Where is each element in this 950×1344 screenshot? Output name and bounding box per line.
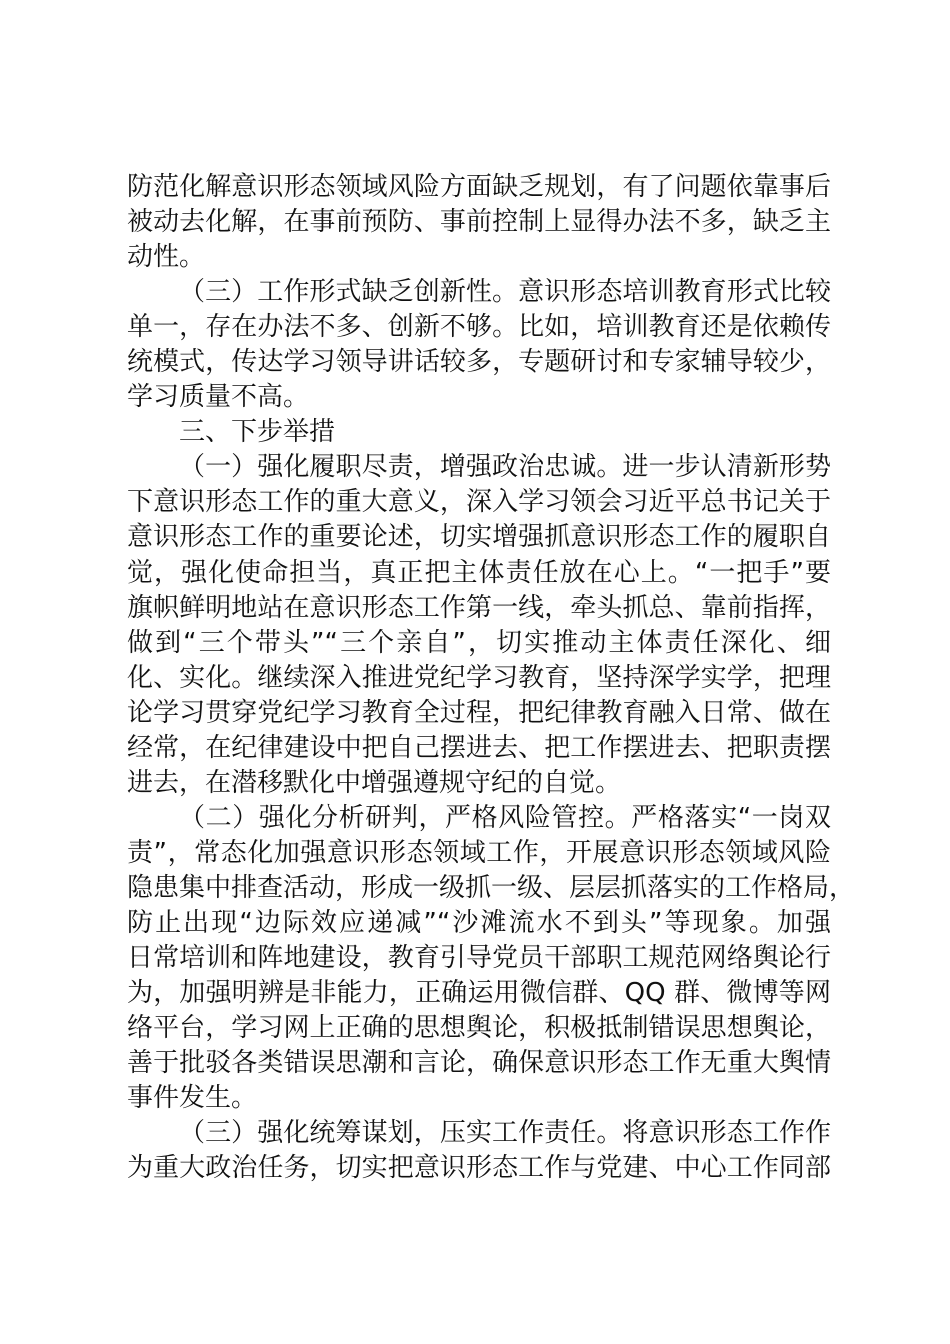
text-line: 学习质量不高。 [127,382,310,413]
text-line: 为，加强明辨是非能力，正确运用微信群、QQ 群、微博等网 [127,978,831,1009]
text-line: 觉，强化使命担当，真正把主体责任放在心上。“一把手”要 [127,557,831,588]
text-line: 隐患集中排查活动，形成一级抓一级、层层抓落实的工作格局， [127,872,856,903]
text-line: 意识形态工作的重要论述，切实增强抓意识形态工作的履职自 [127,522,831,553]
document-page [127,170,856,1186]
text-line: （三）强化统筹谋划，压实工作责任。将意识形态工作作 [179,1118,831,1149]
text-line: 防止出现“边际效应递减”“沙滩流水不到头”等现象。加强 [127,907,831,938]
text-line: 防范化解意识形态领域风险方面缺乏规划，有了问题依靠事后 [127,172,831,202]
text-line: 为重大政治任务，切实把意识形态工作与党建、中心工作同部 [127,1153,831,1184]
text-line: 动性。 [127,242,206,273]
text-line: （一）强化履职尽责，增强政治忠诚。进一步认清新形势 [179,452,831,483]
text-line: 统模式，传达学习领导讲话较多，专题研讨和专家辅导较少， [127,347,831,378]
text-line: 被动去化解，在事前预防、事前控制上显得办法不多，缺乏主 [127,207,831,238]
text-line: 善于批驳各类错误思潮和言论，确保意识形态工作无重大舆情 [127,1048,831,1079]
text-line: （二）强化分析研判，严格风险管控。严格落实“一岗双 [179,802,831,833]
text-line: （三）工作形式缺乏创新性。意识形态培训教育形式比较 [179,277,831,308]
text-line: 事件发生。 [127,1083,258,1114]
text-line: 下意识形态工作的重大意义，深入学习领会习近平总书记关于 [127,487,831,518]
text-line: 论学习贯穿党纪学习教育全过程，把纪律教育融入日常、做在 [127,697,831,728]
text-line: 做到“三个带头”“三个亲自”，切实推动主体责任深化、细 [127,627,831,658]
text-line: 日常培训和阵地建设，教育引导党员干部职工规范网络舆论行 [127,943,831,974]
text-line: 旗帜鲜明地站在意识形态工作第一线，牵头抓总、靠前指挥， [127,592,831,623]
text-line: 责”，常态化加强意识形态领域工作，开展意识形态领域风险 [127,837,831,868]
text-line: 三、下步举措 [179,417,336,448]
text-line: 经常，在纪律建设中把自己摆进去、把工作摆进去、把职责摆 [127,732,831,763]
text-line: 单一，存在办法不多、创新不够。比如，培训教育还是依赖传 [127,312,831,343]
text-line: 络平台，学习网上正确的思想舆论，积极抵制错误思想舆论， [127,1013,831,1044]
text-line: 化、实化。继续深入推进党纪学习教育，坚持深学实学，把理 [127,662,831,693]
text-line: 进去，在潜移默化中增强遵规守纪的自觉。 [127,767,622,798]
